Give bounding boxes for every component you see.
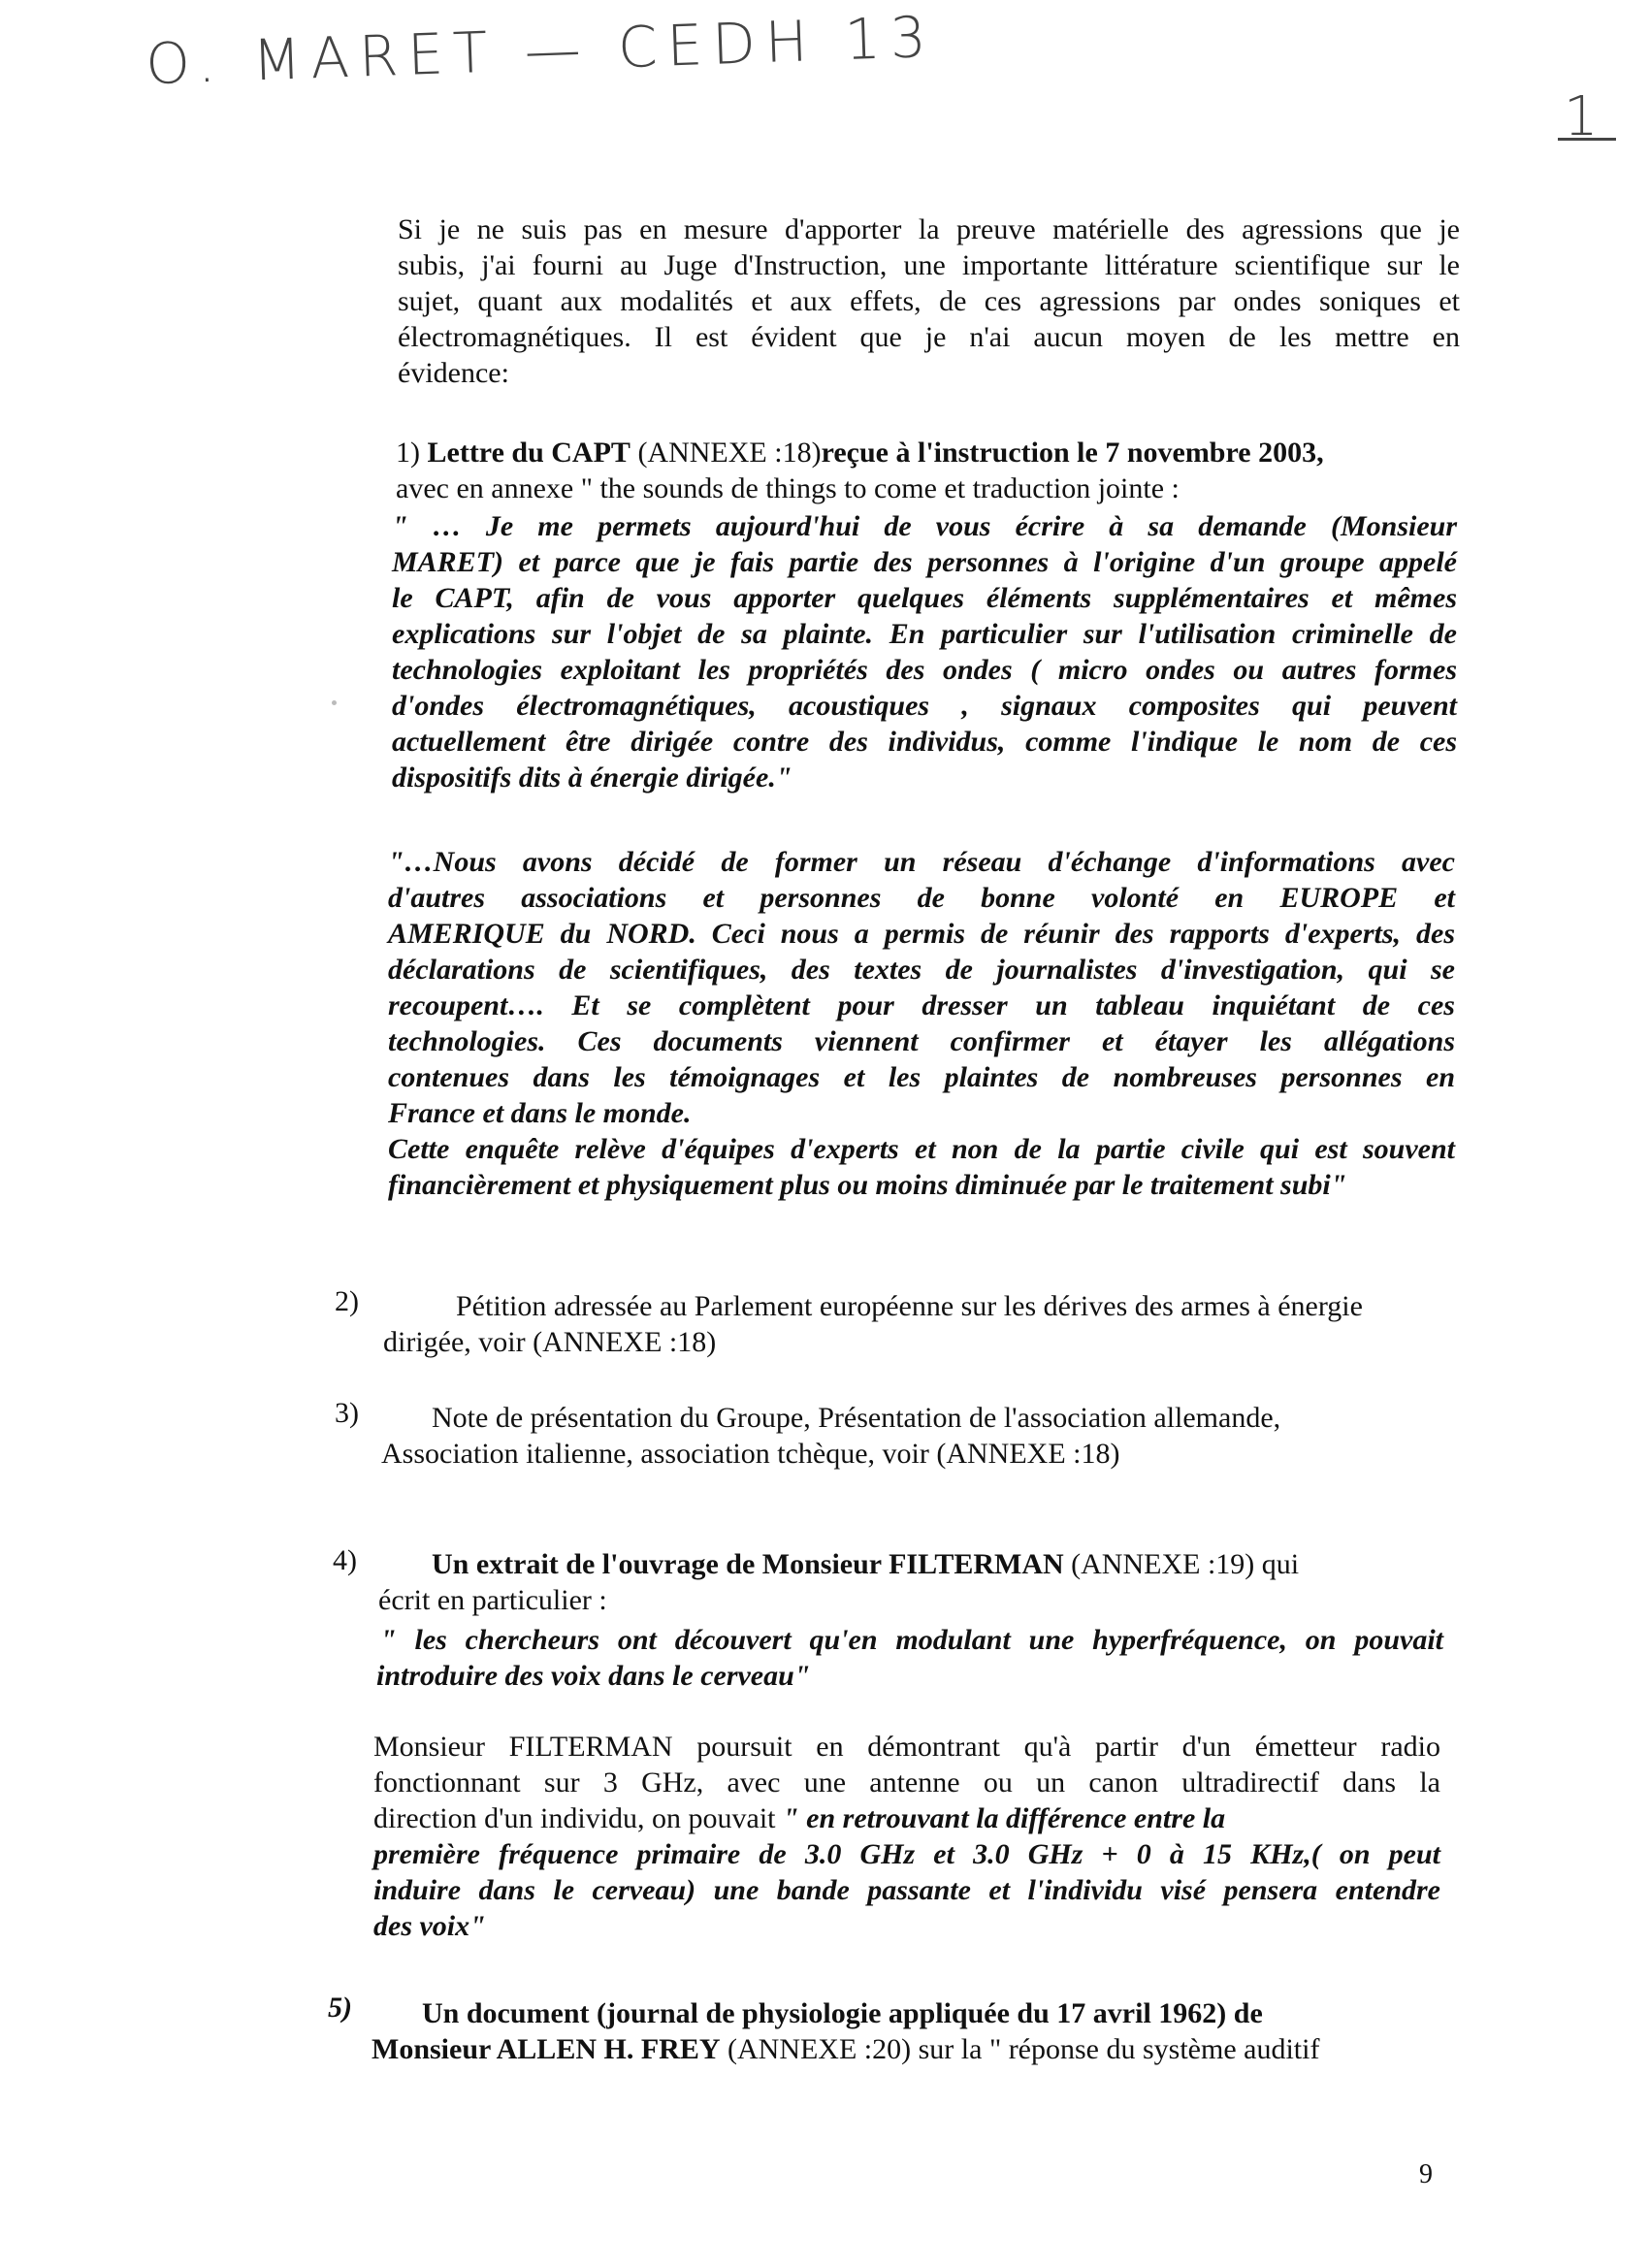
quote-line: financièrement et physiquement plus ou moins diminuée par le traitement subi"	[388, 1169, 1347, 1201]
intro-line: évidence:	[398, 357, 509, 389]
quote-line: " … Je me permets aujourd'hui de vous écrire à sa demande (Monsieur	[392, 510, 1457, 542]
item-1-quote-2	[388, 844, 1455, 1203]
quote-line: AMERIQUE du NORD. Ceci nous a permis de réunir des rapports d'experts, des	[388, 918, 1455, 950]
item-5	[372, 1995, 1443, 2067]
para-line	[373, 1800, 1440, 1836]
item-1-heading	[396, 435, 1463, 470]
item-4	[378, 1546, 1450, 1618]
item-number: 1)	[396, 437, 420, 469]
item-1-title: Lettre du CAPT	[427, 437, 630, 469]
handwritten-header: O. MARET — CEDH 13	[145, 3, 937, 98]
para-italic-line: première fréquence primaire de 3.0 GHz et 3.0 GHz + 0 à 15 KHz,( on peut	[373, 1838, 1440, 1870]
item-2	[383, 1288, 1448, 1360]
para-mixed-italic: " en retrouvant la différence entre la	[783, 1802, 1226, 1834]
item-3-line: Note de présentation du Groupe, Présentation de l'association allemande,	[432, 1402, 1281, 1434]
quote-line: recoupent…. Et se complètent pour dresser un tableau inquiétant de ces	[388, 989, 1455, 1021]
item-3-number: 3)	[335, 1397, 359, 1429]
item-1-line2: avec en annexe " the sounds de things to come et traduction jointe :	[396, 472, 1180, 504]
item-4-paragraph	[373, 1729, 1440, 1944]
quote-line: d'autres associations et personnes de bonne volonté en EUROPE et	[388, 882, 1455, 914]
intro-line: électromagnétiques. Il est évident que je n'ai aucun moyen de les mettre en	[398, 321, 1460, 353]
item-1-quote-1	[392, 508, 1457, 795]
para-line: Monsieur FILTERMAN poursuit en démontrant qu'à partir d'un émetteur radio	[373, 1731, 1440, 1763]
item-5-line2-rest: (ANNEXE :20) sur la " réponse du système auditif	[728, 2033, 1320, 2065]
quote-line: dispositifs dits à énergie dirigée."	[392, 761, 792, 794]
quote-line: "…Nous avons décidé de former un réseau d'échange d'informations avec	[388, 846, 1455, 878]
item-4-quote	[376, 1622, 1443, 1694]
para-italic-line: induire dans le cerveau) une bande passante et l'individu visé pensera entendre	[373, 1874, 1440, 1906]
quote-line: Cette enquête relève d'équipes d'experts et non de la partie civile qui est souvent	[388, 1133, 1455, 1165]
page-number: 9	[1419, 2159, 1433, 2189]
item-3	[381, 1400, 1448, 1472]
handwritten-page-mark: 1	[1564, 85, 1608, 148]
quote-line: explications sur l'objet de sa plainte. En particulier sur l'utilisation criminelle de	[392, 618, 1457, 650]
scan-speck	[332, 700, 337, 705]
quote-line: d'ondes électromagnétiques, acoustiques , signaux composites qui peuvent	[392, 690, 1457, 722]
quote-line: technologies. Ces documents viennent confirmer et étayer les allégations	[388, 1025, 1455, 1057]
quote-line: technologies exploitant les propriétés des ondes ( micro ondes ou autres formes	[392, 654, 1457, 686]
quote-line: déclarations de scientifiques, des textes de journalistes d'investigation, qui se	[388, 954, 1455, 986]
item-5-number: 5)	[328, 1992, 352, 2024]
item-4-title: Un extrait de l'ouvrage de Monsieur FILTERMAN	[432, 1548, 1064, 1580]
intro-line: Si je ne suis pas en mesure d'apporter la preuve matérielle des agressions que je	[398, 213, 1460, 245]
quote-line: actuellement être dirigée contre des individus, comme l'indique le nom de ces	[392, 726, 1457, 758]
quote-line: contenues dans les témoignages et les plaintes de nombreuses personnes en	[388, 1061, 1455, 1093]
item-3-line: Association italienne, association tchèque, voir (ANNEXE :18)	[381, 1438, 1120, 1470]
item-2-line: dirigée, voir (ANNEXE :18)	[383, 1326, 717, 1358]
item-4-annex: (ANNEXE :19) qui	[1071, 1548, 1300, 1580]
para-line: fonctionnant sur 3 GHz, avec une antenne ou un canon ultradirectif dans la	[373, 1766, 1440, 1798]
item-4-number: 4)	[333, 1544, 357, 1576]
item-5-line2	[372, 2031, 1443, 2067]
quote-line: introduire des voix dans le cerveau"	[376, 1660, 811, 1692]
para-italic-line: des voix"	[373, 1910, 486, 1942]
item-5-line1: Un document (journal de physiologie appliquée du 17 avril 1962) de	[422, 1997, 1263, 2029]
quote-line: France et dans le monde.	[388, 1097, 692, 1129]
intro-line: subis, j'ai fourni au Juge d'Instruction, une importante littérature scientifique sur le	[398, 249, 1460, 281]
item-1-annex: (ANNEXE :18)	[637, 437, 822, 469]
item-1-title-rest: reçue à l'instruction le 7 novembre 2003,	[821, 437, 1324, 469]
item-1	[396, 435, 1463, 506]
intro-line: sujet, quant aux modalités et aux effets, de ces agressions par ondes soniques et	[398, 285, 1460, 317]
item-4-line2: écrit en particulier :	[378, 1584, 607, 1616]
item-4-heading	[378, 1546, 1450, 1582]
quote-line: " les chercheurs ont découvert qu'en modulant une hyperfréquence, on pouvait	[380, 1624, 1443, 1656]
intro-paragraph	[398, 211, 1460, 391]
para-mixed-plain: direction d'un individu, on pouvait	[373, 1802, 784, 1834]
item-2-number: 2)	[335, 1285, 359, 1317]
quote-line: MARET) et parce que je fais partie des personnes à l'origine d'un groupe appelé	[392, 546, 1457, 578]
item-2-line: Pétition adressée au Parlement européenne sur les dérives des armes à énergie	[456, 1290, 1363, 1322]
quote-line: le CAPT, afin de vous apporter quelques éléments supplémentaires et mêmes	[392, 582, 1457, 614]
item-5-author: Monsieur ALLEN H. FREY	[372, 2033, 721, 2065]
